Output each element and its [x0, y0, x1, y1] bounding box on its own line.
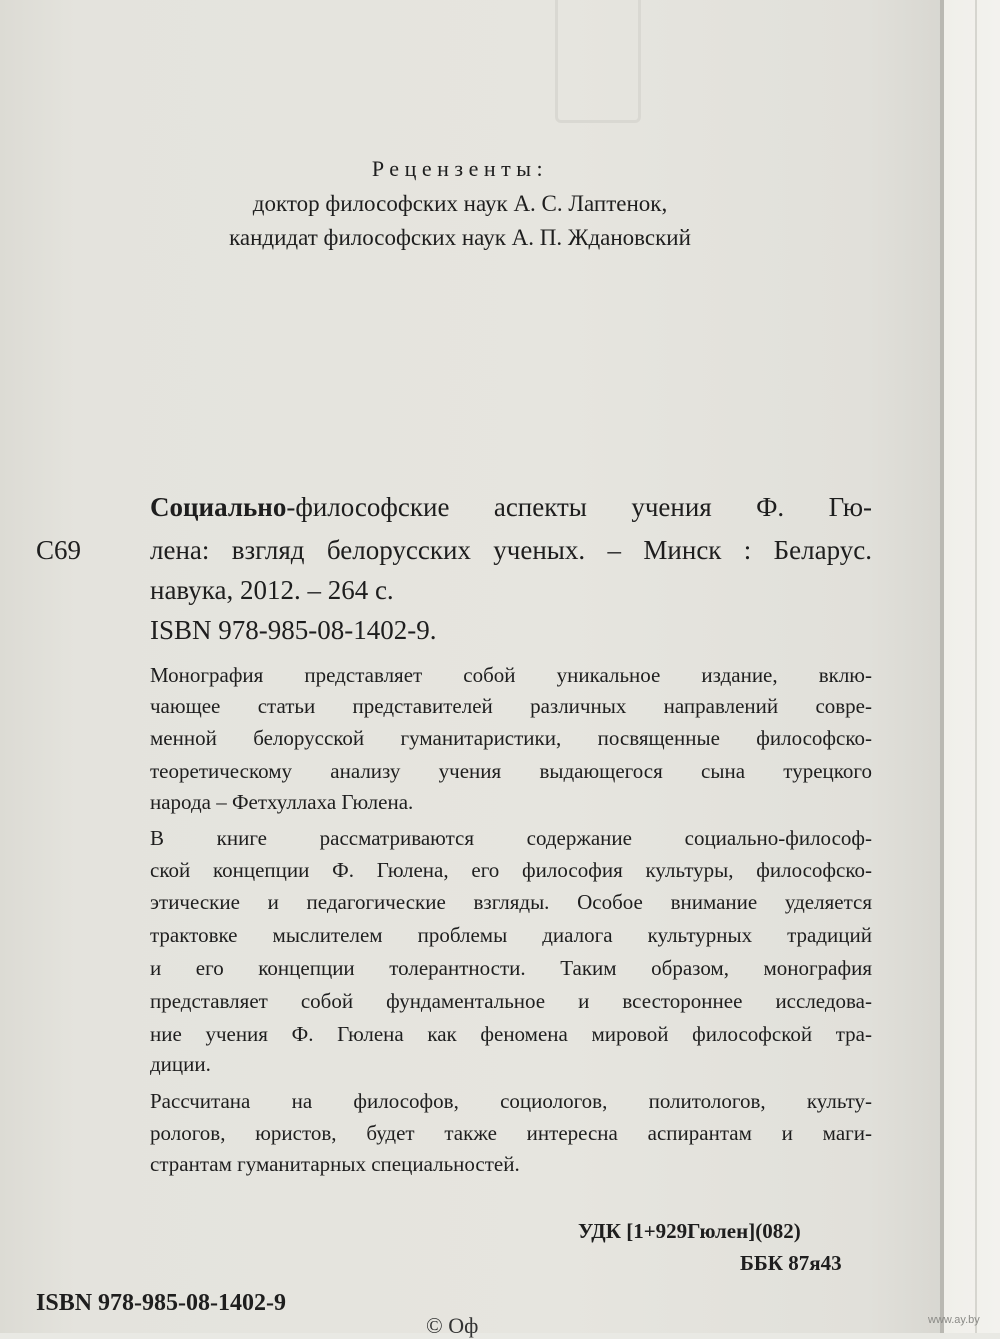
reviewers-title: Рецензенты:: [371, 156, 549, 181]
annotation-line: этические и педагогические взгляды. Особое внимание уделяется: [150, 890, 872, 914]
annotation-line: и его концепции толерантности. Таким образом, монография: [150, 956, 872, 980]
bibliographic-line: навука, 2012. – 264 с.: [150, 575, 394, 605]
reviewer-line: кандидат философских наук А. П. Ждановский: [229, 225, 691, 250]
title-bold: Социально: [150, 492, 287, 522]
annotation-line: народа – Фетхуллаха Гюлена.: [150, 790, 414, 814]
watermark: www.ay.by: [928, 1314, 980, 1326]
adjacent-page-edge: [975, 0, 977, 1333]
annotation-line: Монография представляет собой уникальное издание, вклю-: [150, 663, 872, 687]
catalog-code: С69: [36, 535, 82, 565]
adjacent-page: [944, 0, 1000, 1333]
annotation-line: теоретическому анализу учения выдающегося сына турецкого: [150, 759, 872, 783]
bibliographic-line: лена: взгляд белорусских ученых. – Минск : Беларус.: [150, 535, 872, 565]
show-through-shape: [555, 0, 641, 123]
annotation-line: рологов, юристов, будет также интересна аспирантам и маги-: [150, 1121, 872, 1145]
isbn-entry: ISBN 978-985-08-1402-9.: [150, 615, 437, 645]
annotation-line: чающее статьи представителей различных направлений совре-: [150, 694, 872, 718]
annotation-line: В книге рассматриваются содержание социально-философ-: [150, 826, 872, 850]
annotation-line: трактовке мыслителем проблемы диалога культурных традиций: [150, 923, 872, 947]
annotation-line: ской концепции Ф. Гюлена, его философия культуры, философско-: [150, 858, 872, 882]
udk-code: УДК [1+929Гюлен](082): [578, 1219, 801, 1243]
annotation-line: менной белорусской гуманитаристики, посвященные философско-: [150, 726, 872, 750]
annotation-line: диции.: [150, 1052, 211, 1076]
isbn-footer: ISBN 978-985-08-1402-9: [36, 1290, 286, 1316]
title-rest: -философские аспекты учения Ф. Гю-: [286, 492, 872, 522]
annotation-line: ние учения Ф. Гюлена как феномена мировой философской тра-: [150, 1022, 872, 1046]
bibliographic-title-line: [150, 492, 872, 523]
copyright-text: © Оф: [426, 1313, 479, 1338]
annotation-line: представляет собой фундаментальное и всестороннее исследова-: [150, 989, 872, 1013]
annotation-line: странтам гуманитарных специальностей.: [150, 1152, 520, 1176]
annotation-line: Рассчитана на философов, социологов, политологов, культу-: [150, 1089, 872, 1113]
reviewer-line: доктор философских наук А. С. Лаптенок,: [252, 191, 668, 216]
bbk-code: ББК 87я43: [740, 1251, 842, 1275]
